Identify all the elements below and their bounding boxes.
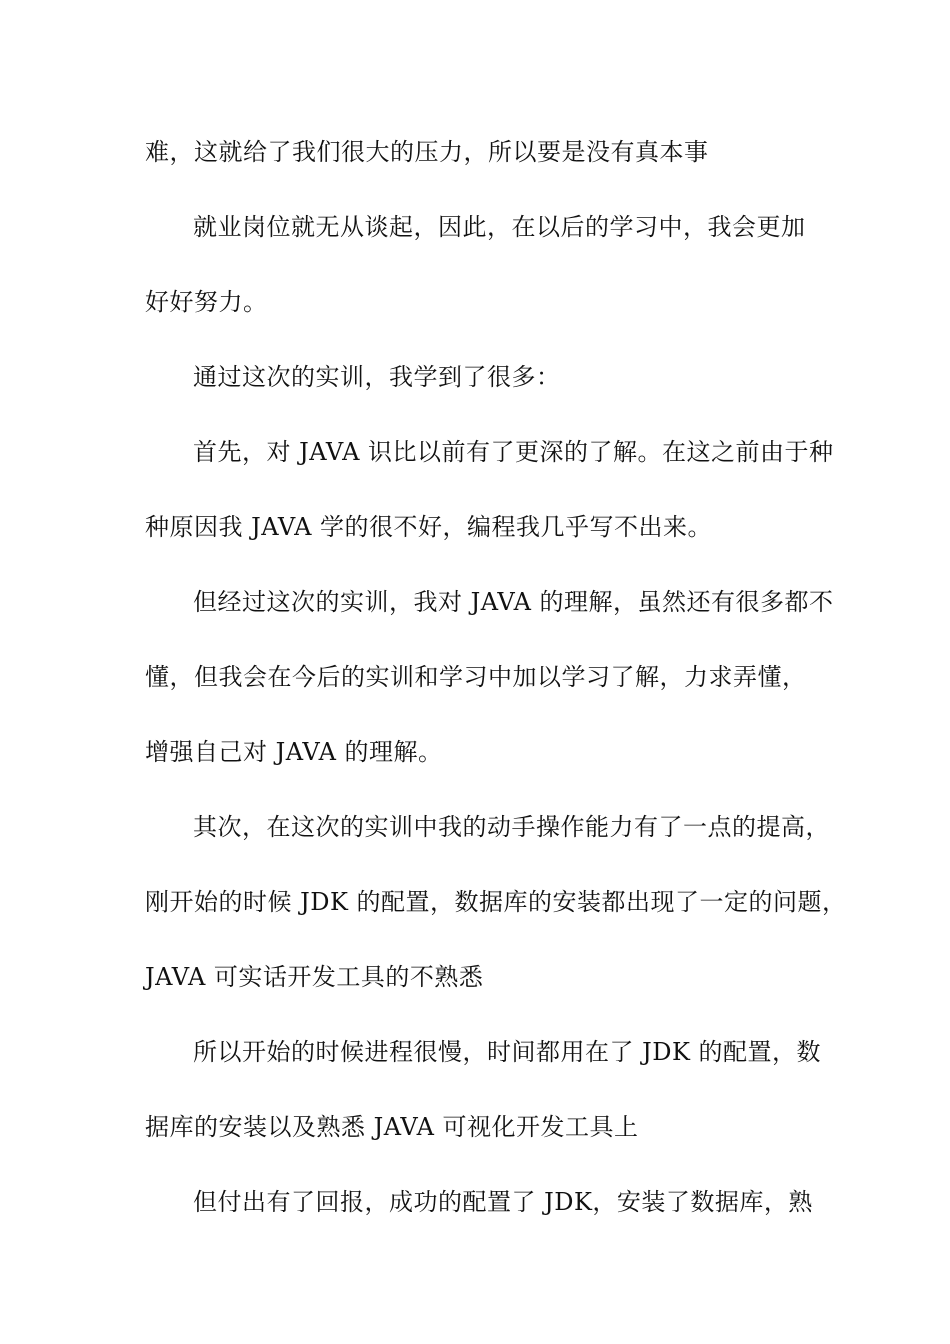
text-line-2: 就业岗位就无从谈起，因此，在以后的学习中，我会更加 [193,213,806,241]
text-line-6: 种原因我 JAVA 学的很不好，编程我几乎写不出来。 [145,513,713,541]
text-line-5: 首先，对 JAVA 识比以前有了更深的了解。在这之前由于种 [193,438,834,466]
text-line-14: 据库的安装以及熟悉 JAVA 可视化开发工具上 [145,1113,639,1141]
text-line-3: 好好努力。 [145,288,268,316]
text-line-7: 但经过这次的实训，我对 JAVA 的理解，虽然还有很多都不 [193,588,834,616]
text-line-10: 其次，在这次的实训中我的动手操作能力有了一点的提高， [193,813,830,841]
text-line-8: 懂，但我会在今后的实训和学习中加以学习了解，力求弄懂， [145,663,807,691]
text-line-13: 所以开始的时候进程很慢，时间都用在了 JDK 的配置，数 [193,1038,822,1066]
text-line-11: 刚开始的时候 JDK 的配置，数据库的安装都出现了一定的问题， [145,888,847,916]
text-line-9: 增强自己对 JAVA 的理解。 [145,738,443,766]
text-line-4: 通过这次的实训，我学到了很多： [193,363,561,391]
text-line-12: JAVA 可实话开发工具的不熟悉 [145,963,484,991]
text-line-15: 但付出有了回报，成功的配置了 JDK，安装了数据库，熟 [193,1188,813,1216]
text-line-1: 难，这就给了我们很大的压力，所以要是没有真本事 [145,138,709,166]
